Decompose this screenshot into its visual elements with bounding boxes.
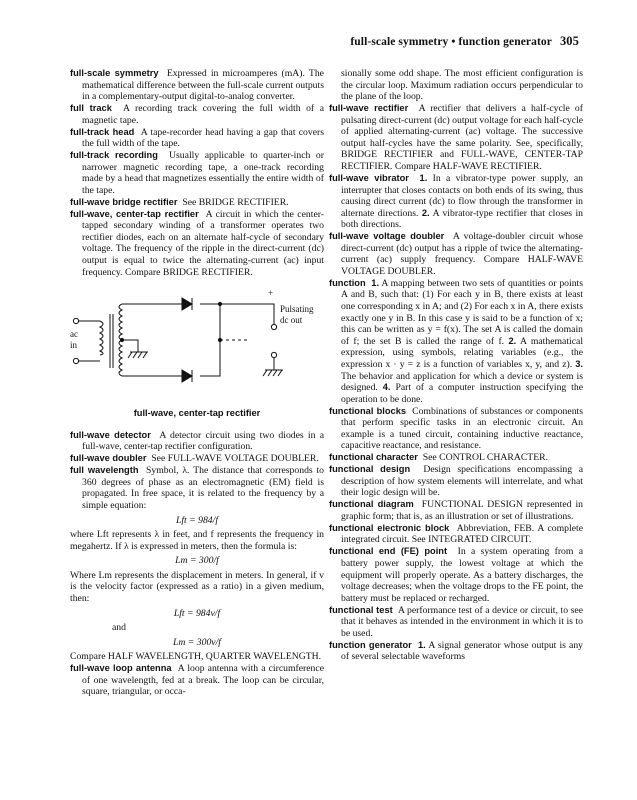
entry-functional-diagram [329, 499, 583, 522]
input-label-line1: ac [70, 329, 78, 340]
ac-in-terminal-top [73, 319, 78, 324]
sense-text: A signal generator whose output is any of several selectable waveforms [341, 639, 584, 663]
sense-number: 2. [508, 335, 517, 346]
entry-full-wave-voltage-doubler [329, 231, 583, 277]
entry-term: full-wave doubler [70, 453, 147, 464]
diode-bottom-icon [182, 370, 192, 382]
sense-text: A mathematical expression, using symbols, relating variables (e.g., the expression x · y = z is a function of variables x, y, and z). [341, 335, 584, 371]
input-label-line2: in [70, 340, 78, 351]
left-column [70, 68, 324, 698]
entry-text: A detector circuit using two diodes in a full-wave, center-tap rectifier configuration. [82, 429, 324, 453]
entry-text: A voltage-doubler circuit whose direct-current (dc) output has a ripple of twice the alternating-current (ac) supply frequency. Compare HALF-WAVE VOLTAGE DOUBLER. [341, 231, 583, 277]
entry-text: FUNCTIONAL DESIGN represented in graphic form; that is, as an illustration or set of illustrations. [341, 499, 584, 522]
entry-text: A performance test of a device or circuit, to see that it behaves as intended in the environment in which it is to be used. [341, 604, 584, 639]
page-number: 305 [559, 34, 579, 48]
entry-term: full wavelength [70, 465, 139, 476]
entry-text: Design specifications encompassing a description of how system elements will interrelate, and what their logic design will be. [341, 464, 583, 499]
entry-term: full-wave vibrator [329, 172, 409, 183]
entry-term: functional diagram [329, 499, 414, 510]
entry-full-wave-center-tap-rectifier [70, 209, 324, 279]
entry-term: full-wave, center-tap rectifier [70, 208, 199, 219]
entry-text: Symbol, λ. The distance that corresponds to 360 degrees of phase as an electromagnetic (EM) field is propagated. In free space, it is related to the frequency by a simple equation: [82, 465, 324, 511]
equation-lft: Lft = 984/f [175, 514, 219, 526]
equation-lm-velocity: Lm = 300v/f [173, 636, 221, 648]
entry-functional-electronic-block [329, 523, 583, 546]
entry-text: Abbreviation, FEB. A complete integrated circuit. See INTEGRATED CIRCUIT. [341, 522, 584, 546]
entry-text: A recording track covering the full width of a magnetic tape. [82, 103, 325, 126]
paragraph-compare: Compare HALF WAVELENGTH, QUARTER WAVELENGTH. [70, 651, 322, 663]
paragraph-where-lm: Where Lm represents the displacement in meters. In general, if v is the velocity factor (expressed as a ratio) in a given medium, then: [70, 569, 324, 605]
sense-text: In a vibrator-type power supply, an interrupter that closes contacts on both ends of its swing, thus causing direct current (dc) to flow through the transformer in alternate directions. [341, 172, 584, 219]
sense-text: A vibrator-type rectifier that closes in both directions. [341, 207, 584, 231]
dc-out-terminal-plus [271, 325, 276, 330]
entry-functional-design [329, 464, 583, 499]
entry-term: functional design [329, 464, 411, 475]
entry-term: full-track recording [70, 150, 158, 161]
sense-number: 2. [421, 207, 430, 218]
entry-full-track [70, 103, 324, 126]
entry-text: See CONTROL CHARACTER. [422, 452, 549, 464]
entry-functional-end-point [329, 546, 583, 604]
entry-full-track-head [70, 127, 324, 150]
entry-text: A tape-recorder head having a gap that covers the full width of the tape. [82, 126, 324, 150]
transformer-core [110, 314, 113, 368]
dc-out-terminal-ground [271, 353, 276, 358]
sense-number: 4. [382, 382, 391, 393]
equation-lft-velocity: Lft = 984v/f [173, 607, 221, 619]
entry-text: sionally some odd shape. The most efficient configuration is the circular loop. Maximum radiation occurs perpendicular to the plane of the loop. [341, 68, 583, 103]
entry-text: See BRIDGE RECTIFIER. [182, 196, 289, 208]
running-head [350, 34, 579, 49]
ground-center-tap-icon [128, 352, 148, 358]
entry-functional-test [329, 605, 583, 640]
figure-caption: full-wave, center-tap rectifier [133, 408, 261, 419]
entry-term: function generator [329, 639, 412, 650]
sense-number: 1. [371, 277, 380, 288]
primary-winding [100, 321, 103, 355]
paragraph-where-lft: where Lft represents λ in feet, and f represents the frequency in megahertz. If λ is expressed in meters, then the formula is: [70, 529, 324, 552]
entry-full-wave-detector [70, 430, 324, 453]
entry-continuation [329, 68, 583, 103]
sense-number: 3. [575, 359, 584, 370]
ground-output-icon [263, 370, 283, 376]
entry-term: full-wave loop antenna [70, 663, 172, 674]
entry-term: functional end (FE) point [329, 546, 448, 557]
entry-term: functional test [329, 604, 393, 615]
entry-full-track-recording [70, 150, 324, 196]
sense-text: The behavior and application for which a device or system is designed. [341, 370, 583, 394]
output-label-line1: Pulsating [280, 304, 314, 315]
entry-text: Usually applicable to quarter-inch or narrower magnetic recording tape, a one-track recording made by a head that magnetizes essentially the entire width of the tape. [82, 150, 325, 196]
entry-full-wave-loop-antenna [70, 663, 324, 698]
entry-function-generator [329, 640, 583, 663]
entry-term: full-scale symmetry [70, 68, 159, 78]
entry-text: A loop antenna with a circumference of one wavelength, fed at a break. The loop can be circular, square, triangular, or occa- [82, 663, 324, 698]
sense-text: A mapping between two sets of quantities or points A and B, such that: (1) For each y in B, there exists at least one corresponding x in A; and (2) For each x in A, there exists exactly one y in B. In this case y is said to be a function of x; this can be written as y = f(x). The set A is called the domain of f; the set B is called the range of f. [341, 277, 583, 347]
entry-functional-character [329, 452, 583, 464]
entry-text: Expressed in microamperes (mA). The mathematical difference between the full-scale current outputs in a complementary-output digital-to-analog converter. [82, 68, 324, 103]
entry-text: A circuit in which the center-tapped secondary winding of a transformer operates two rectifier diodes, each on an alternate half-cycle of secondary voltage. The frequency of the ripple in the direct-current (dc) output is equal to twice the alternating-current (ac) input frequency. Compare BRIDGE RECTIFIER. [82, 208, 325, 278]
diode-top-icon [182, 298, 192, 310]
entry-text: A rectifier that delivers a half-cycle of pulsating direct-current (dc) output voltage for each half-cycle of applied alternating-current (ac) voltage. The successive output half-cycles have the same polarity. See, specifically, BRIDGE RECTIFIER and FULL-WAVE, CENTER-TAP RECTIFIER. Compare HALF-WAVE RECTIFIER. [341, 103, 583, 173]
running-head-title: full-scale symmetry • function generator [350, 36, 552, 48]
entry-term: full-track head [70, 126, 135, 137]
entry-text: Combinations of substances or components that perform specific tasks in an electronic circuit. An example is a tuned circuit, containing inductive reactance, capacitive reactance, and resistance. [341, 405, 583, 452]
output-label-line2: dc out [280, 315, 303, 326]
entry-text: See FULL-WAVE VOLTAGE DOUBLER. [151, 453, 319, 465]
entry-term: functional blocks [329, 405, 407, 416]
entry-full-wave-rectifier [329, 103, 583, 173]
entry-term: function [329, 277, 366, 288]
entry-full-wave-vibrator [329, 173, 583, 231]
entry-term: functional character [329, 452, 418, 463]
entry-term: full track [70, 103, 112, 114]
entry-term: functional electronic block [329, 522, 450, 533]
sense-text: Part of a computer instruction specifying the operation to be done. [341, 382, 584, 405]
sense-number: 1. [417, 639, 426, 650]
ac-in-terminal-bottom [73, 359, 78, 364]
sense-number: 1. [419, 172, 428, 183]
equation-lm: Lm = 300/f [175, 555, 219, 567]
entry-text: In a system operating from a battery power supply, the lowest voltage at which the equipment will properly operate. As a battery discharges, the voltage decreases; when the voltage drops to the FE point, the battery must be replaced or recharged. [341, 546, 584, 604]
entry-function [329, 278, 583, 406]
and-word: and [112, 622, 126, 634]
entry-term: full-wave rectifier [329, 103, 409, 114]
right-column [329, 68, 583, 663]
entry-term: full-wave bridge rectifier [70, 196, 178, 207]
plus-label: + [268, 288, 274, 299]
entry-full-wavelength [70, 465, 324, 511]
entry-full-scale-symmetry [70, 68, 324, 103]
entry-full-wave-bridge-rectifier [70, 197, 324, 209]
entry-full-wave-doubler [70, 453, 324, 465]
entry-term: full-wave detector [70, 429, 151, 440]
entry-functional-blocks [329, 406, 583, 452]
entry-term: full-wave voltage doubler [329, 231, 445, 242]
center-tap-rectifier-figure [70, 286, 324, 404]
